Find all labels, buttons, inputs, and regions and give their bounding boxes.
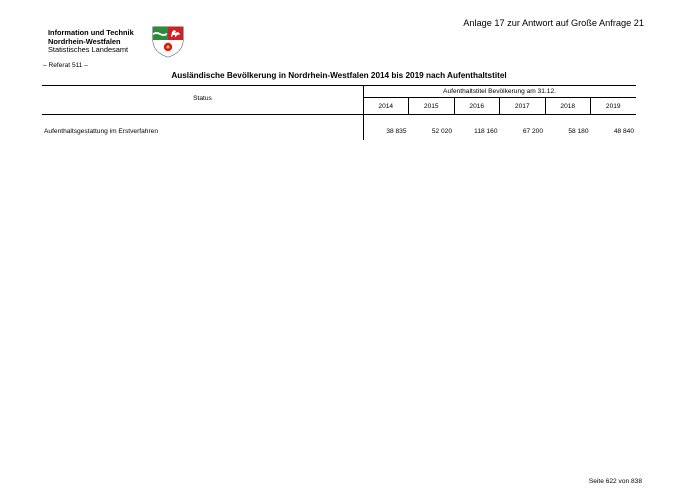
department-label: – Referat 511 – xyxy=(43,62,88,69)
table-cell: 48 840 xyxy=(613,128,634,135)
header-bottom-rule xyxy=(42,114,636,115)
table-cell: 58 180 xyxy=(568,128,589,135)
year-header: 2015 xyxy=(423,103,439,110)
annex-label: Anlage 17 zur Antwort auf Große Anfrage 21 xyxy=(463,18,644,28)
table-cell: 52 020 xyxy=(431,128,452,135)
data-table xyxy=(42,85,636,140)
year-header: 2018 xyxy=(560,103,576,110)
status-column-header: Status xyxy=(193,95,212,102)
table-cell: 67 200 xyxy=(522,128,543,135)
table-title: Ausländische Bevölkerung in Nordrhein-Westfalen 2014 bis 2019 nach Aufenthaltstitel xyxy=(171,71,507,80)
year-header: 2014 xyxy=(378,103,394,110)
row-label: Aufenthaltsgestattung im Erstverfahren xyxy=(44,128,158,135)
page-number: Seite 622 von 838 xyxy=(588,478,642,485)
year-header: 2016 xyxy=(469,103,485,110)
nrw-coat-of-arms-icon xyxy=(150,26,186,58)
org-line-2: Nordrhein-Westfalen xyxy=(48,36,121,46)
table-top-rule xyxy=(42,85,636,86)
table-cell: 118 160 xyxy=(474,128,498,135)
org-line-1: Information und Technik xyxy=(48,28,134,37)
year-header: 2019 xyxy=(605,103,621,110)
org-line-3: Statistisches Landesamt xyxy=(48,45,129,55)
table-cell: 38 835 xyxy=(386,128,407,135)
organization-name xyxy=(48,29,134,55)
residence-title-group-header: Aufenthaltstitel Bevölkerung am 31.12. xyxy=(443,88,556,95)
year-header: 2017 xyxy=(514,103,530,110)
